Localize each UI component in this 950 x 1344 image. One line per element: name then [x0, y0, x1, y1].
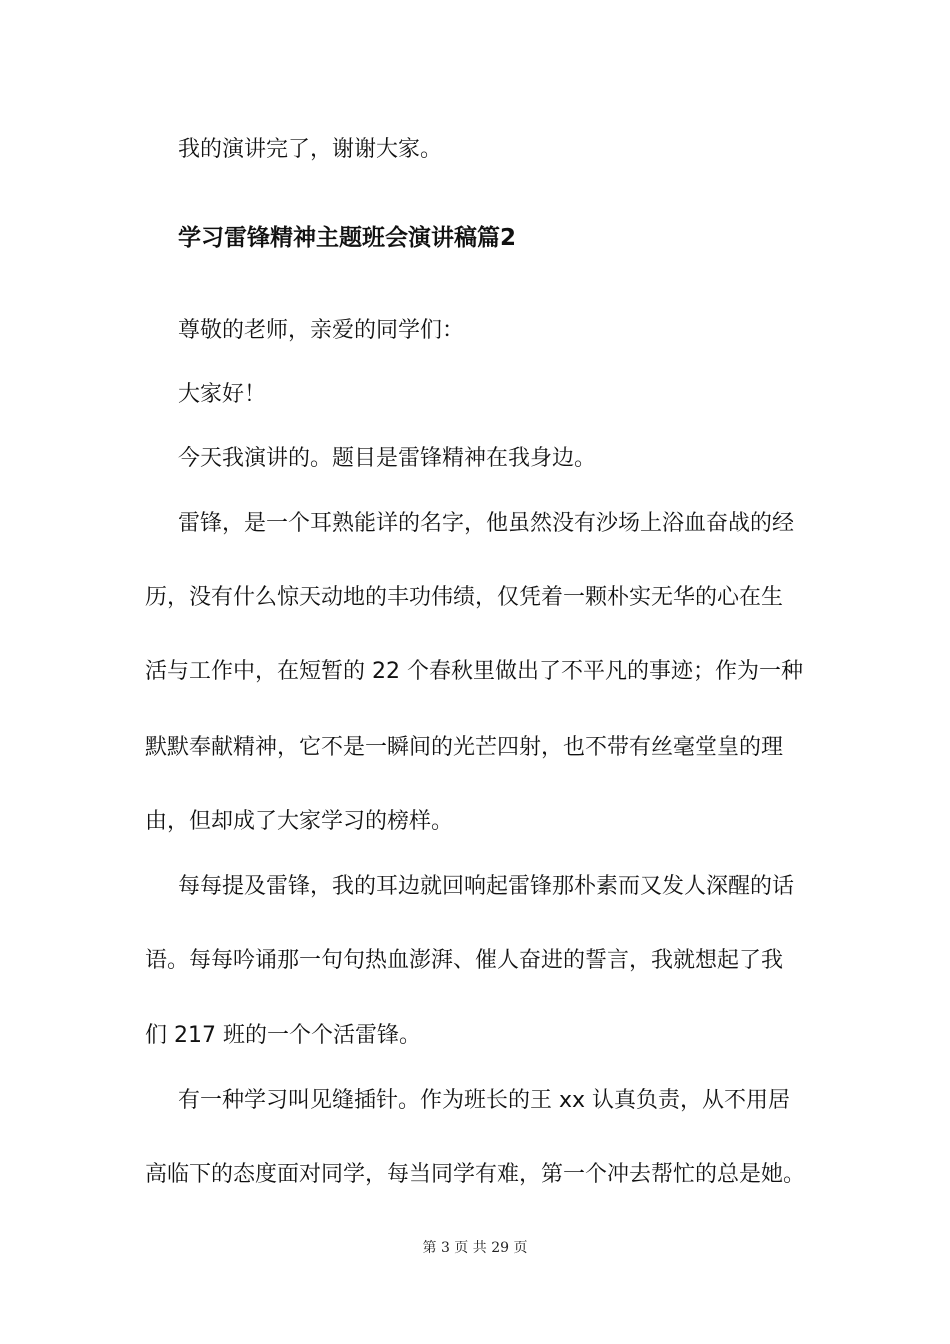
paragraph3-line: 高临下的态度面对同学，每当同学有难，第一个冲去帮忙的总是她。: [145, 1162, 806, 1187]
greeting-line: 尊敬的老师，亲爱的同学们：: [178, 318, 465, 343]
paragraph3-line: 有一种学习叫见缝插针。作为班长的王 xx 认真负责，从不用居: [178, 1088, 791, 1113]
paragraph2-line: 每每提及雷锋，我的耳边就回响起雷锋那朴素而又发人深醒的话: [178, 874, 795, 899]
paragraph1-line: 雷锋，是一个耳熟能详的名字，他虽然没有沙场上浴血奋战的经: [178, 511, 795, 536]
paragraph1-line: 由，但却成了大家学习的榜样。: [145, 809, 454, 834]
closing-line: 我的演讲完了，谢谢大家。: [178, 137, 443, 162]
section-title: 学习雷锋精神主题班会演讲稿篇2: [178, 225, 517, 251]
hello-line: 大家好！: [178, 382, 267, 407]
paragraph1-line: 活与工作中，在短暂的 22 个春秋里做出了不平凡的事迹；作为一种: [145, 659, 803, 684]
paragraph2-line: 语。每每吟诵那一句句热血澎湃、催人奋进的誓言，我就想起了我: [145, 948, 784, 973]
topic-line: 今天我演讲的。题目是雷锋精神在我身边。: [178, 446, 597, 471]
paragraph1-line: 默默奉献精神，它不是一瞬间的光芒四射，也不带有丝毫堂皇的理: [145, 735, 784, 760]
page-number-footer: 第 3 页 共 29 页: [422, 1240, 528, 1256]
paragraph1-line: 历，没有什么惊天动地的丰功伟绩，仅凭着一颗朴实无华的心在生: [145, 585, 784, 610]
paragraph2-line: 们 217 班的一个个活雷锋。: [145, 1023, 421, 1048]
